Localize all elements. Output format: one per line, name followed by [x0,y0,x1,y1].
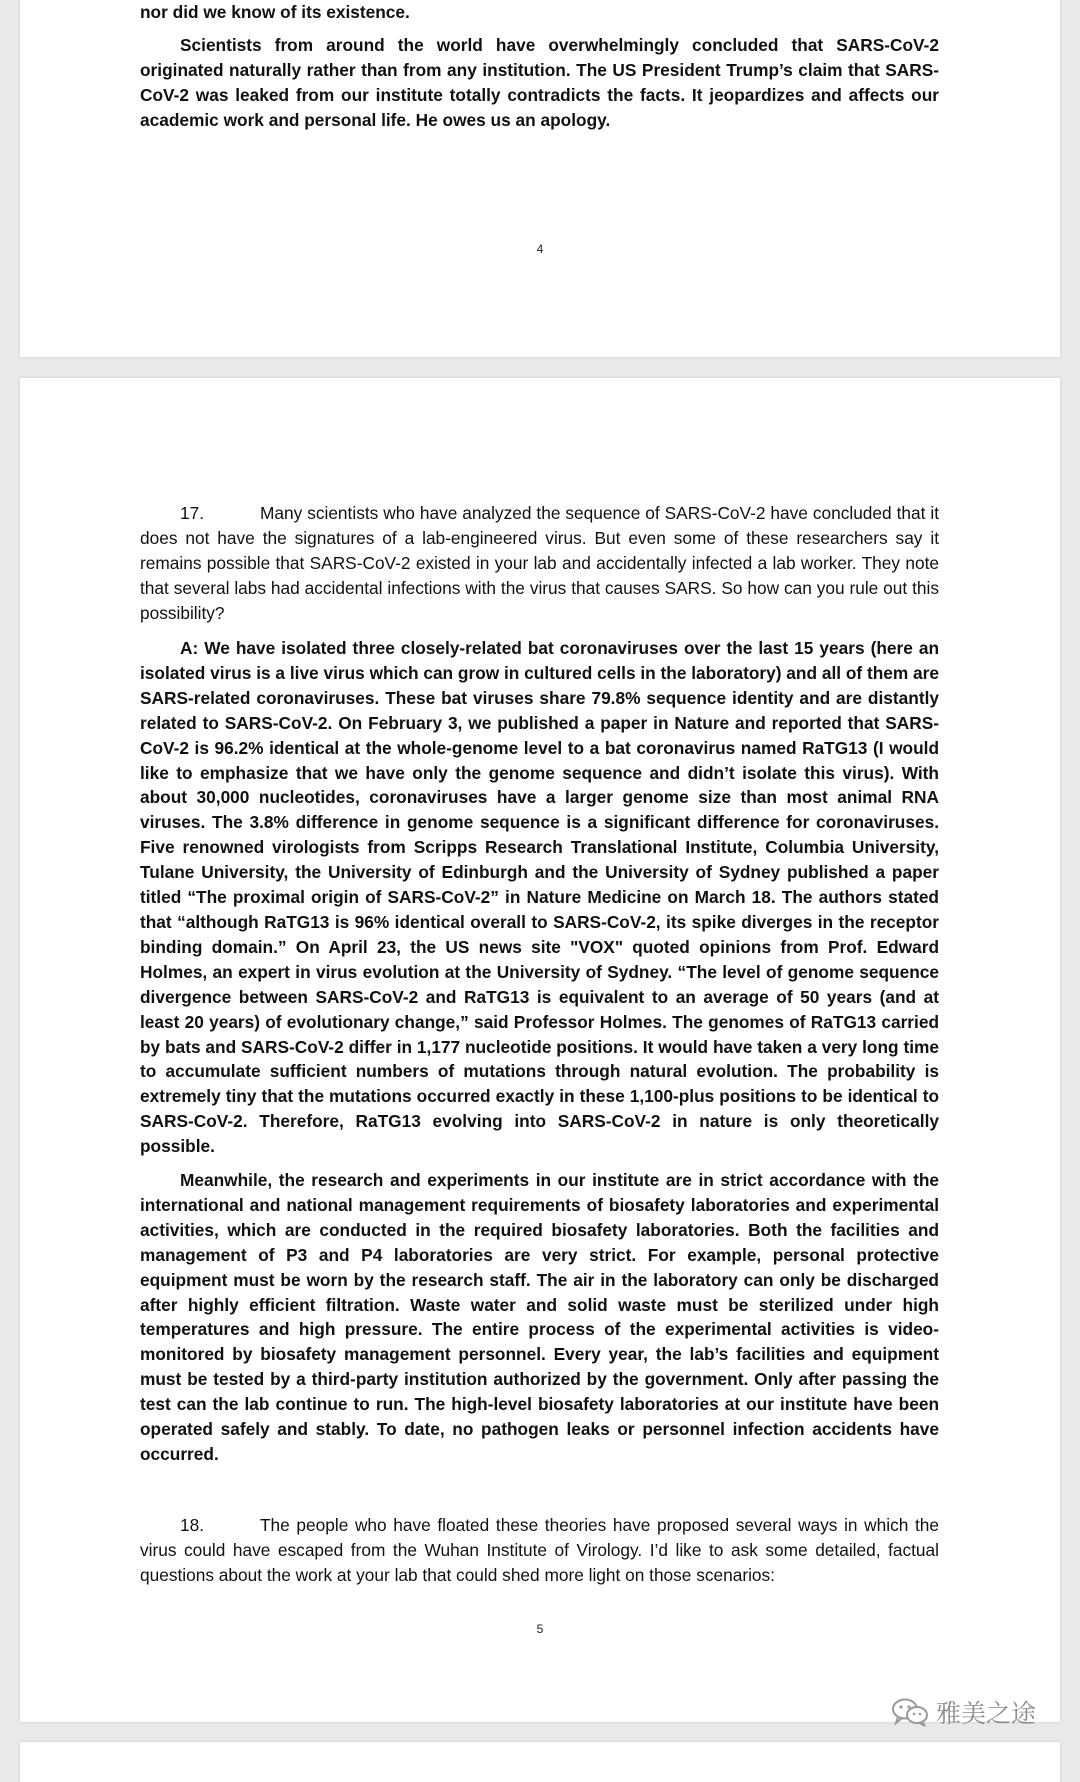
paragraph-conclusion: Scientists from around the world have overwhelmingly concluded that SARS-CoV-2 originated naturally rather than from any institution. The US President Trump’s claim that SARS-CoV-2 was leaked from our institute totally contradicts the facts. It jeopardizes and affects our academic work and personal life. He owes us an apology. [140,35,939,130]
page-number: 4 [536,242,544,256]
question-text: The people who have floated these theories have proposed several ways in which the virus could have escaped from the Wuhan Institute of Virology. I’d like to ask some detailed, factual questions about the work at your lab that could shed more light on those scenarios: [140,1515,939,1585]
answer-17: A: We have isolated three closely-related bat coronaviruses over the last 15 years (here an isolated virus is a live virus which can grow in cultured cells in the laboratory) and all of them are SARS-related coronaviruses. These bat viruses share 79.8% sequence identity and are distantly related to SARS-CoV-2. On February 3, we published a paper in Nature and reported that SARS-CoV-2 is 96.2% identical at the whole-genome level to a bat coronavirus named RaTG13 (I would like to emphasize that we have only the genome sequence and didn’t isolate this virus). With about 30,000 nucleotides, coronaviruses have a larger genome size than most animal RNA viruses. The 3.8% difference in genome sequence is a significant difference for coronaviruses. Five renowned virologists from Scripps Research Translational Institute, Columbia University, Tulane University, the University of Edinburgh and the University of Sydney published a paper titled “The proximal origin of SARS-CoV-2” in Nature Medicine on March 18. The authors stated that “although RaTG13 is 96% identical overall to SARS-CoV-2, its spike diverges in the receptor binding domain.” On April 23, the US news site "VOX" quoted opinions from Prof. Edward Holmes, an expert in virus evolution at the University of Sydney. “The level of genome sequence divergence between SARS-CoV-2 and RaTG13 is equivalent to an average of 50 years (and at least 20 years) of evolutionary change,” said Professor Holmes. The genomes of RaTG13 carried by bats and SARS-CoV-2 differ in 1,177 nucleotide positions. It would have taken a very long time to accumulate sufficient numbers of mutations through natural evolution. The probability is extremely tiny that the mutations occurred exactly in these 1,100-plus positions to be identical to SARS-CoV-2. Therefore, RaTG13 evolving into SARS-CoV-2 in nature is only theoretically possible. [140,638,939,1157]
answer-17-biosafety: Meanwhile, the research and experiments in our institute are in strict accordance with the international and national management requirements of biosafety laboratories and experimental activities, which are conducted in the required biosafety laboratories. Both the facilities and management of P3 and P4 laboratories are very strict. For example, personal protective equipment must be worn by the research staff. The air in the laboratory can only be discharged after highly efficient filtration. Waste water and solid waste must be sterilized under high temperatures and high pressure. The entire process of the experimental activities is video-monitored by biosafety management personnel. Every year, the lab’s facilities and equipment must be tested by a third-party institution authorized by the government. Only after passing the test can the lab continue to run. The high-level biosafety laboratories at our institute have been operated safely and stably. To date, no pathogen leaks or personnel infection accidents have occurred. [140,1170,939,1464]
question-18 [140,1513,939,1588]
page-number: 5 [536,1622,544,1636]
document-page-4 [20,0,1060,357]
wechat-icon [890,1697,930,1727]
watermark-text: 雅美之途 [935,1699,1036,1728]
question-number: 18. [180,1515,205,1535]
paragraph-continuation: nor did we know of its existence. [140,2,410,22]
document-page-6 [20,1742,1060,1782]
question-17 [140,501,939,626]
question-text: Many scientists who have analyzed the sequence of SARS-CoV-2 have concluded that it does not have the signatures of a lab-engineered virus. But even some of these researchers say it remains possible that SARS-CoV-2 existed in your lab and accidentally infected a lab worker. They note that several labs had accidental infections with the virus that causes SARS. So how can you rule out this possibility? [140,503,939,623]
document-page-5 [20,378,1060,1722]
question-number: 17. [180,503,205,523]
watermark [890,1694,1036,1730]
